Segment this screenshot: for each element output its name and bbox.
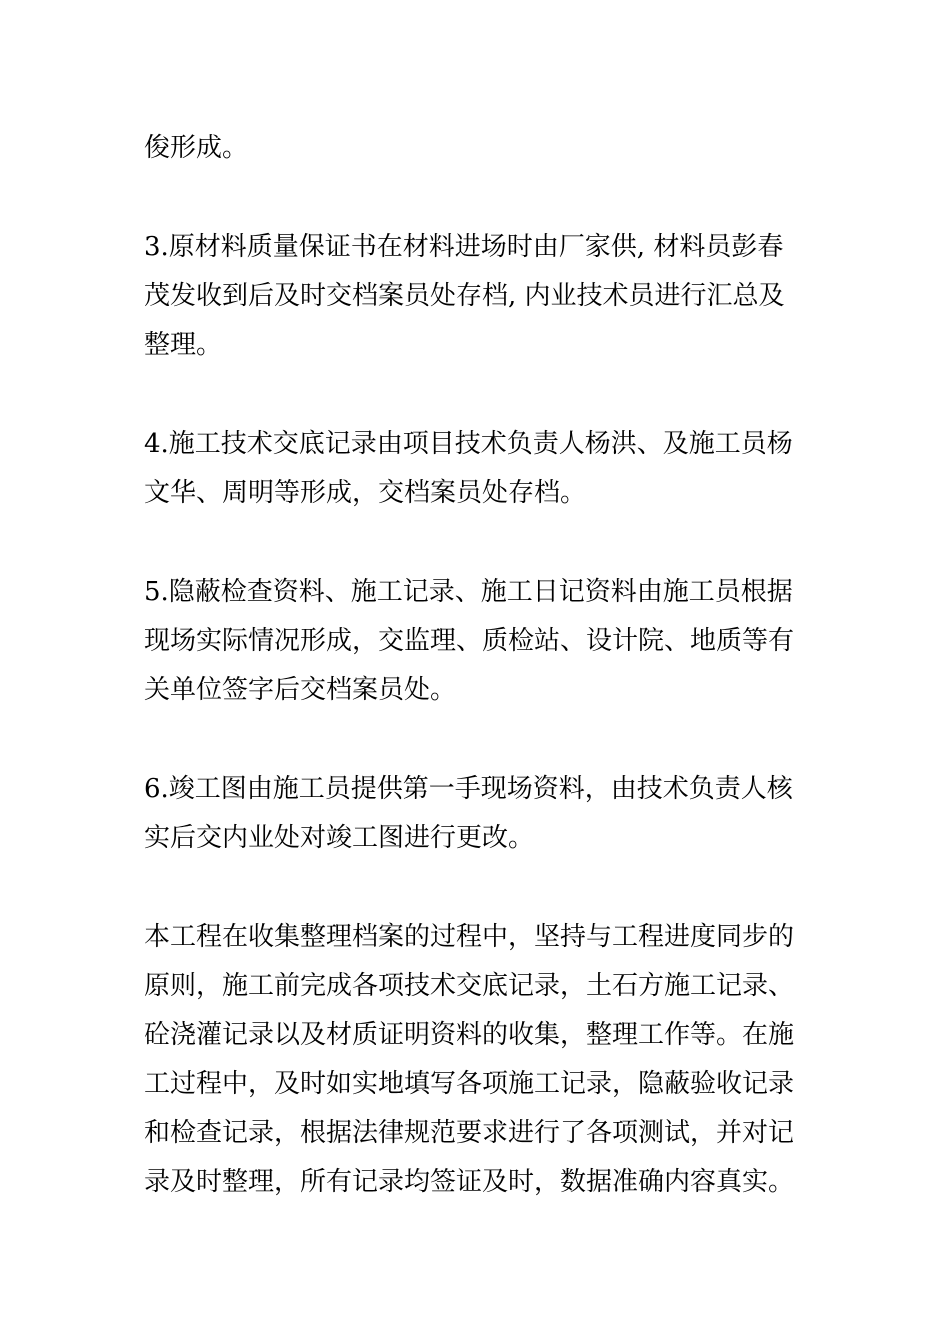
paragraph-item-4: 4.施工技术交底记录由项目技术负责人杨洪、及施工员杨文华、周明等形成，交档案员处存档。 xyxy=(144,429,793,508)
paragraph-continuation: 俊形成。 xyxy=(144,133,249,163)
paragraph-summary: 本工程在收集整理档案的过程中，坚持与工程进度同步的原则，施工前完成各项技术交底记录，土石方施工记录、砼浇灌记录以及材质证明资料的收集，整理工作等。在施工过程中，及时如实地填写各项施工记录，隐蔽验收记录和检查记录，根据法律规范要求进行了各项测试，并对记录及时整理，所有记录均签证及时，数据准确内容真实。 xyxy=(144,922,795,1197)
paragraph-item-5: 5.隐蔽检查资料、施工记录、施工日记资料由施工员根据现场实际情况形成，交监理、质检站、设计院、地质等有关单位签字后交档案员处。 xyxy=(144,577,795,705)
paragraph-item-3: 3.原材料质量保证书在材料进场时由厂家供, 材料员彭春茂发收到后及时交档案员处存档, 内业技术员进行汇总及整理。 xyxy=(144,232,785,360)
document-body xyxy=(144,124,808,1207)
paragraph-item-6: 6.竣工图由施工员提供第一手现场资料，由技术负责人核实后交内业处对竣工图进行更改。 xyxy=(144,774,793,853)
